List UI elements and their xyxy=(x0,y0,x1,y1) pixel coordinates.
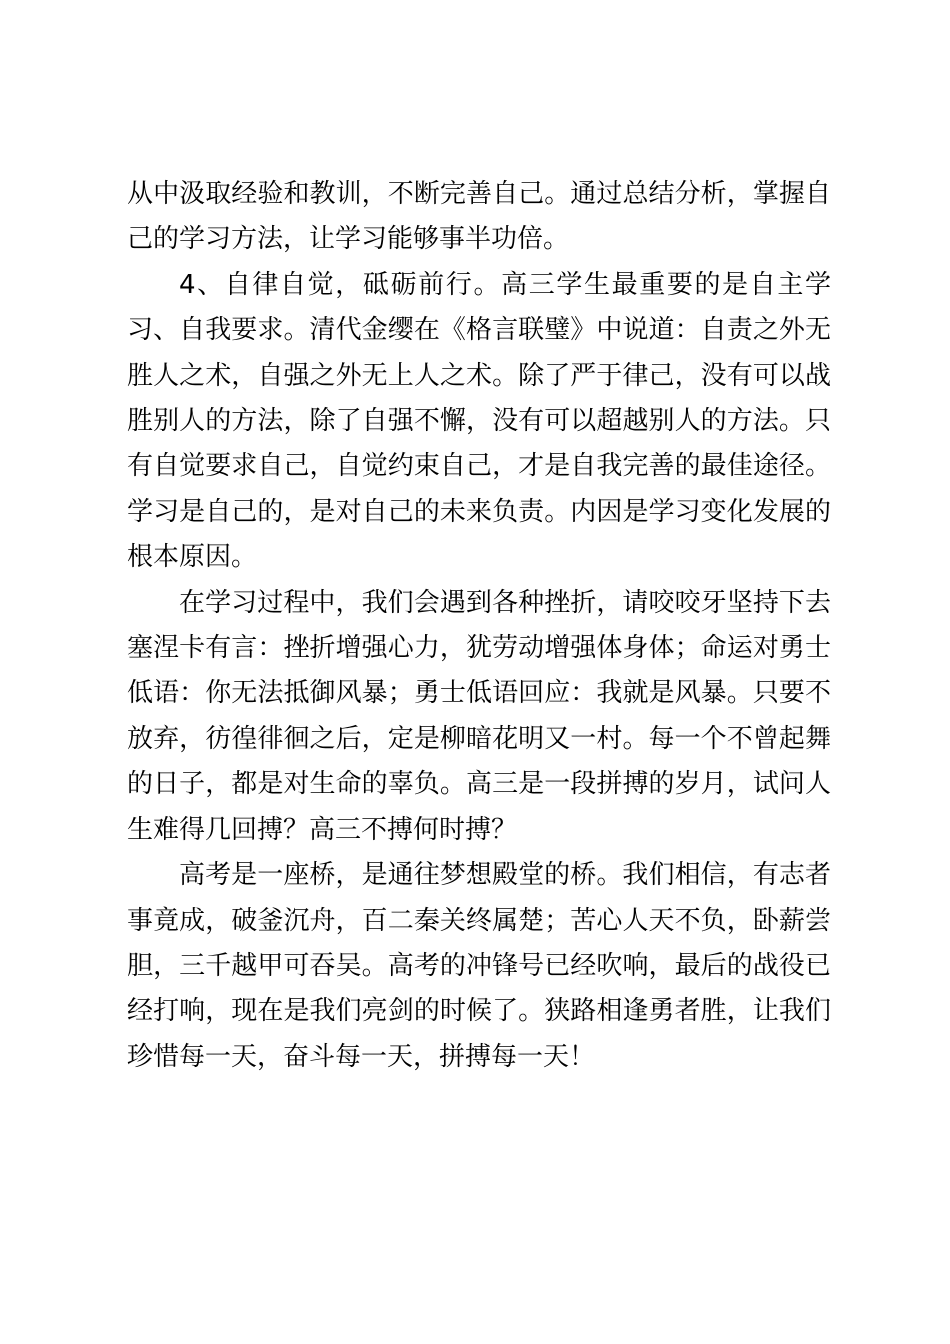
paragraph-continuation: 从中汲取经验和教训，不断完善自己。通过总结分析，掌握自己的学习方法，让学习能够事半功倍。 xyxy=(127,179,831,255)
paragraph-setbacks: 在学习过程中，我们会遇到各种挫折，请咬咬牙坚持下去塞涅卡有言：挫折增强心力，犹劳动增强体身体；命运对勇士低语：你无法抵御风暴；勇士低语回应：我就是风暴。只要不放弃，彷徨徘徊之后，定是柳暗花明又一村。每一个不曾起舞的日子，都是对生命的辜负。高三是一段拼搏的岁月，试问人生难得几回搏？高三不搏何时搏？ xyxy=(127,587,831,845)
body-text xyxy=(127,172,831,1080)
paragraph-gaokao-bridge: 高考是一座桥，是通往梦想殿堂的桥。我们相信，有志者事竟成，破釜沉舟，百二秦关终属楚；苦心人天不负，卧薪尝胆，三千越甲可吞吴。高考的冲锋号已经吹响，最后的战役已经打响，现在是我们亮剑的时候了。狭路相逢勇者胜，让我们珍惜每一天，奋斗每一天，拼搏每一天！ xyxy=(127,860,831,1072)
paragraph-self-discipline: 4、自律自觉，砥砺前行。高三学生最重要的是自主学习、自我要求。清代金缨在《格言联璧》中说道：自责之外无胜人之术，自强之外无上人之术。除了严于律己，没有可以战胜别人的方法，除了自强不懈，没有可以超越别人的方法。只有自觉要求自己，自觉约束自己，才是自我完善的最佳途径。学习是自己的，是对自己的未来负责。内因是学习变化发展的根本原因。 xyxy=(127,269,831,573)
